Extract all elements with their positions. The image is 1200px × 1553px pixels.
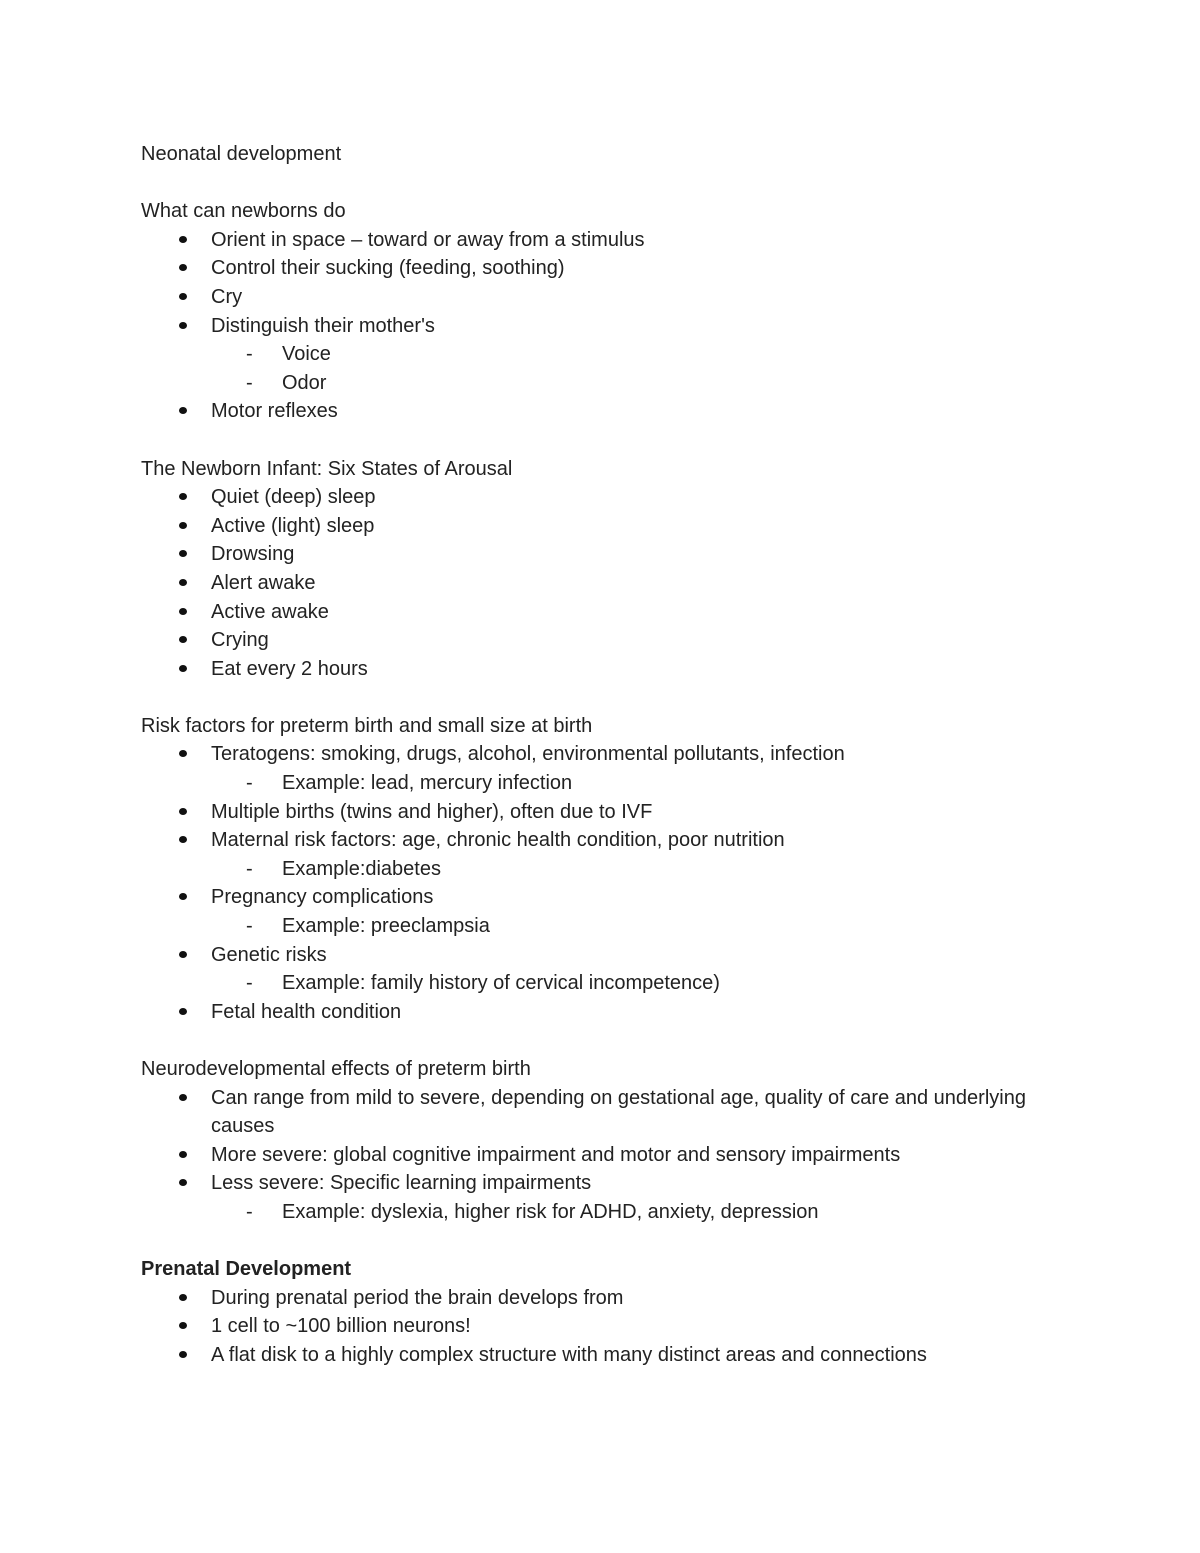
list-item	[141, 655, 1041, 684]
section-heading: What can newborns do	[141, 200, 346, 223]
list-item-text: Quiet (deep) sleep	[211, 486, 376, 509]
list-item-text: Active awake	[211, 600, 329, 623]
list-item	[141, 998, 1041, 1027]
bullet-icon	[179, 522, 187, 529]
list-item	[141, 1284, 1041, 1313]
dash-icon: -	[246, 772, 253, 795]
list-item-text: Drowsing	[211, 543, 295, 566]
document-title: Neonatal development	[141, 143, 342, 165]
sub-list	[211, 969, 1041, 998]
list-item	[141, 883, 1041, 940]
list-item-text: Fetal health condition	[211, 1000, 402, 1023]
sub-list	[211, 912, 1041, 941]
list-item	[141, 740, 1041, 797]
bullet-list	[141, 483, 1041, 683]
list-item	[141, 826, 1041, 883]
sub-list	[211, 855, 1041, 884]
list-item-text: 1 cell to ~100 billion neurons!	[211, 1315, 471, 1338]
bullet-list	[141, 740, 1041, 1026]
sub-list-item	[211, 369, 1041, 398]
bullet-icon	[179, 579, 187, 586]
list-item-text: Motor reflexes	[211, 400, 338, 423]
list-item-text: Crying	[211, 629, 269, 652]
section-neurodevelopmental-effects	[141, 1055, 1041, 1227]
list-item	[141, 540, 1041, 569]
bullet-icon	[179, 636, 187, 643]
bullet-icon	[179, 1151, 187, 1158]
bullet-list	[141, 1084, 1041, 1227]
list-item	[141, 569, 1041, 598]
sub-list-item	[211, 769, 1041, 798]
bullet-icon	[179, 665, 187, 672]
spacer	[141, 1026, 1041, 1055]
bullet-icon	[179, 608, 187, 615]
dash-icon: -	[246, 343, 253, 366]
list-item	[141, 283, 1041, 312]
list-item-text: Genetic risks	[211, 943, 327, 966]
section-prenatal-development	[141, 1255, 1041, 1369]
section-heading-bold: Prenatal Development	[141, 1258, 352, 1281]
dash-icon: -	[246, 857, 253, 880]
list-item-text: A flat disk to a highly complex structure with many distinct areas and connections	[211, 1343, 927, 1366]
list-item	[141, 254, 1041, 283]
list-item	[141, 1084, 1041, 1141]
section-risk-factors	[141, 712, 1041, 1027]
list-item-text: Can range from mild to severe, depending on gestational age, quality of care and underlying causes	[211, 1086, 1026, 1138]
document-page	[141, 140, 1041, 1370]
bullet-icon	[179, 808, 187, 815]
bullet-icon	[179, 550, 187, 557]
bullet-list	[141, 1284, 1041, 1370]
sub-list	[211, 340, 1041, 397]
bullet-icon	[179, 407, 187, 414]
list-item-text: During prenatal period the brain develops from	[211, 1286, 624, 1309]
spacer	[141, 169, 1041, 198]
dash-icon: -	[246, 1200, 253, 1223]
list-item-text: Cry	[211, 285, 243, 308]
bullet-icon	[179, 1294, 187, 1301]
sub-list-item-text: Example: dyslexia, higher risk for ADHD, anxiety, depression	[282, 1200, 819, 1223]
bullet-icon	[179, 836, 187, 843]
bullet-icon	[179, 293, 187, 300]
list-item-text: Eat every 2 hours	[211, 657, 368, 680]
section-heading: Neurodevelopmental effects of preterm birth	[141, 1058, 531, 1080]
sub-list-item	[211, 340, 1041, 369]
list-item	[141, 626, 1041, 655]
section-newborn-abilities	[141, 197, 1041, 426]
list-item	[141, 226, 1041, 255]
list-item-text: Orient in space – toward or away from a stimulus	[211, 228, 645, 251]
spacer	[141, 1227, 1041, 1256]
bullet-list	[141, 226, 1041, 426]
list-item	[141, 483, 1041, 512]
spacer	[141, 683, 1041, 712]
sub-list-item-text: Example: preeclampsia	[282, 915, 490, 938]
list-item	[141, 941, 1041, 998]
sub-list-item-text: Example:diabetes	[282, 857, 441, 880]
bullet-icon	[179, 493, 187, 500]
sub-list	[211, 769, 1041, 798]
list-item	[141, 512, 1041, 541]
sub-list-item	[211, 969, 1041, 998]
list-item-text: Maternal risk factors: age, chronic health condition, poor nutrition	[211, 829, 785, 852]
sub-list-item-text: Voice	[282, 343, 331, 366]
bullet-icon	[179, 322, 187, 329]
sub-list-item	[211, 912, 1041, 941]
section-heading: Risk factors for preterm birth and small size at birth	[141, 714, 593, 737]
list-item	[141, 1341, 1041, 1370]
list-item	[141, 598, 1041, 627]
list-item-text: Alert awake	[211, 571, 316, 594]
list-item	[141, 312, 1041, 398]
bullet-icon	[179, 750, 187, 757]
list-item-text: Active (light) sleep	[211, 514, 375, 537]
bullet-icon	[179, 236, 187, 243]
sub-list-item-text: Example: family history of cervical incompetence)	[282, 972, 720, 995]
bullet-icon	[179, 1094, 187, 1101]
bullet-icon	[179, 893, 187, 900]
list-item-text: Control their sucking (feeding, soothing)	[211, 257, 565, 280]
sub-list-item-text: Example: lead, mercury infection	[282, 772, 573, 795]
list-item	[141, 798, 1041, 827]
sub-list	[211, 1198, 1041, 1227]
spacer	[141, 426, 1041, 455]
bullet-icon	[179, 1351, 187, 1358]
list-item	[141, 1312, 1041, 1341]
dash-icon: -	[246, 972, 253, 995]
list-item	[141, 1141, 1041, 1170]
list-item-text: Teratogens: smoking, drugs, alcohol, environmental pollutants, infection	[211, 743, 845, 766]
bullet-icon	[179, 264, 187, 271]
list-item	[141, 1169, 1041, 1226]
section-heading: The Newborn Infant: Six States of Arousal	[141, 457, 513, 480]
bullet-icon	[179, 1322, 187, 1329]
list-item-text: Pregnancy complications	[211, 886, 434, 909]
list-item-text: Less severe: Specific learning impairments	[211, 1172, 592, 1195]
section-arousal-states	[141, 455, 1041, 684]
dash-icon: -	[246, 371, 253, 394]
list-item-text: Distinguish their mother's	[211, 314, 435, 337]
sub-list-item	[211, 1198, 1041, 1227]
bullet-icon	[179, 1008, 187, 1015]
bullet-icon	[179, 951, 187, 958]
list-item-text: More severe: global cognitive impairment and motor and sensory impairments	[211, 1143, 901, 1166]
sub-list-item-text: Odor	[282, 371, 327, 394]
list-item-text: Multiple births (twins and higher), often due to IVF	[211, 800, 653, 823]
bullet-icon	[179, 1179, 187, 1186]
list-item	[141, 397, 1041, 426]
sub-list-item	[211, 855, 1041, 884]
dash-icon: -	[246, 915, 253, 938]
